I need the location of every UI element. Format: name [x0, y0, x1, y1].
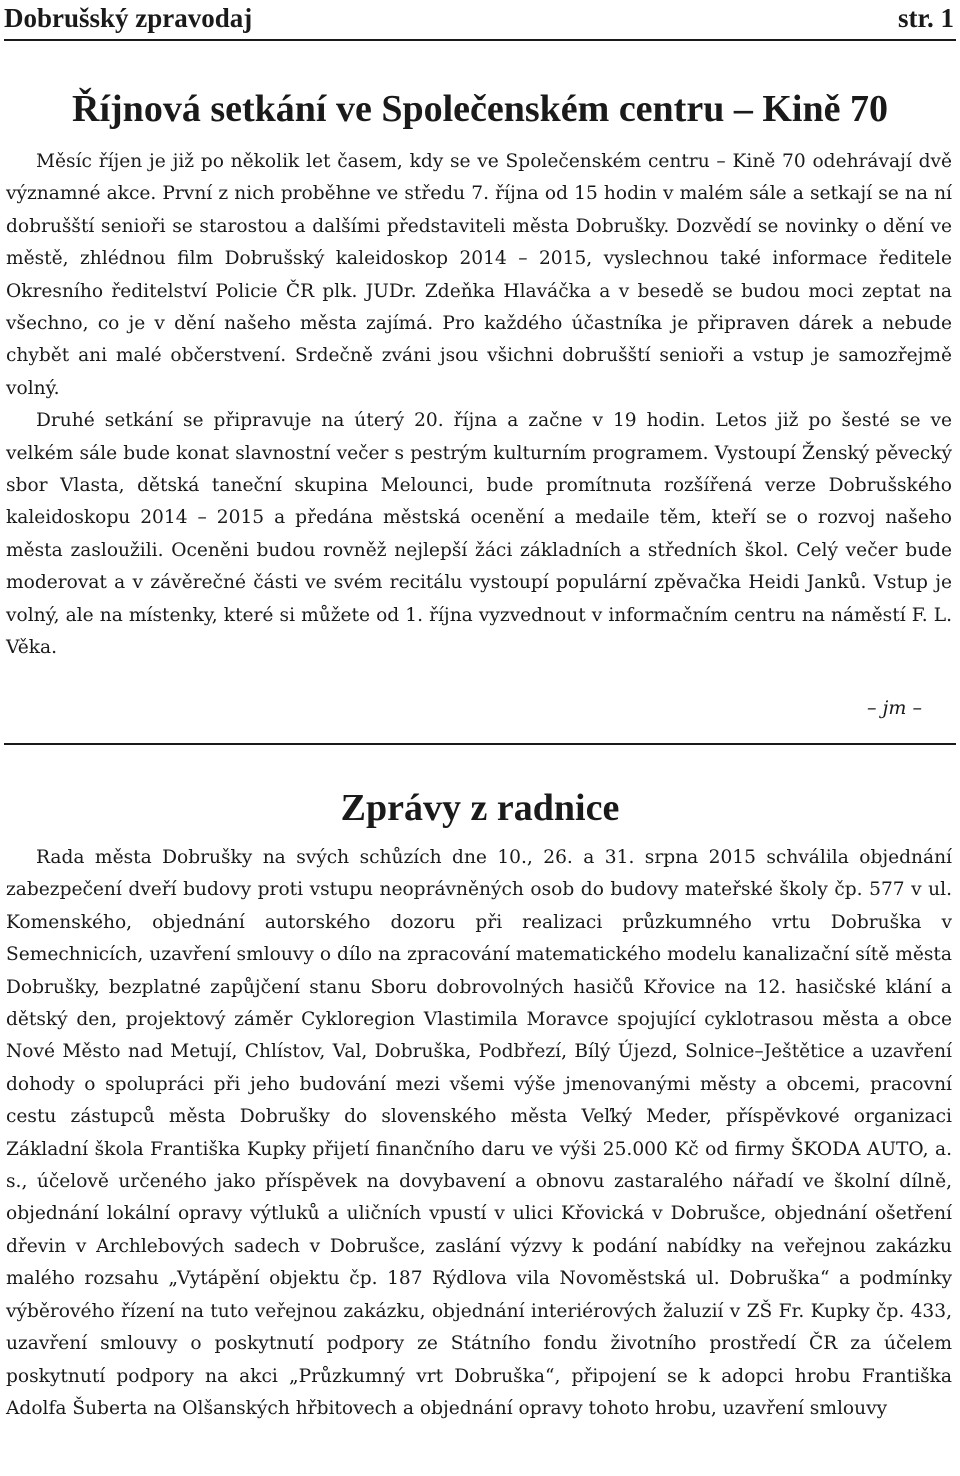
article-paragraph: Rada města Dobrušky na svých schůzích dne 10., 26. a 31. srpna 2015 schválila objednání zabezpečení dveří budovy proti vstupu neoprávněných osob do budovy mateřské školy čp. 577 v ul. Komenského, objednání autorského dozoru při realizaci průzkumného vrtu Dobruška v Semechnicích, uzavření smlouvy o dílo na zpracování matematického modelu kanalizační sítě města Dobrušky, bezplatné zapůjčení stanu Sboru dobrovolných hasičů Křovice na 12. hasičské klání a dětský den, projektový záměr Cykloregion Vlastimila Moravce spojující cyklotrasou města a obce Nové Město nad Metují, Chlístov, Val, Dobruška, Podbřezí, Bílý Újezd, Solnice–Ještětice a uzavření dohody o spolupráci při jeho budování mezi všemi výše jmenovanými městy a obcemi, pracovní cestu zástupců města Dobrušky do slovenského města Veľký Meder, příspěvkové organizaci Základní škola Františka Kupky přijetí finančního daru ve výši 25.000 Kč od firmy ŠKODA AUTO, a. s., účelově určeného jako příspěvek na dovybavení a obnovu zastaralého nářadí ve školní dílně, objednání lokální opravy výtluků a uličních vpustí v ulici Křovická v Dobrušce, objednání ošetření dřevin v Archlebových sadech v Dobrušce, zaslání výzvy k podání nabídky na veřejnou zakázku malého rozsahu „Vytápění objektu čp. 187 Rýdlova vila Novoměstská ul. Dobruška“ a podmínky výběrového řízení na tuto veřejnou zakázku, objednání interiérových žaluzií v ZŠ Fr. Kupky čp. 433, uzavření smlouvy o poskytnutí podpory ze Státního fondu životního prostředí ČR za účelem poskytnutí podpory na akci „Průzkumný vrt Dobruška“, připojení se k adopci hrobu Františka Adolfa Šuberta na Olšanských hřbitovech a objednání opravy tohoto hrobu, uzavření smlouvy: [6, 847, 952, 1419]
publication-name: Dobrušský zpravodaj: [4, 3, 253, 33]
running-head: [0, 0, 960, 38]
article-paragraph: Druhé setkání se připravuje na úterý 20. října a začne v 19 hodin. Letos již po šesté se ve velkém sále bude konat slavnostní večer s pestrým kulturním programem. Vystoupí Ženský pěvecký sbor Vlasta, dětská taneční skupina Melounci, bude promítnuta rozšířená verze Dobrušského kaleidoskopu 2014 – 2015 a předána městská ocenění a medaile těm, kteří se o rozvoj našeho města zasloužili. Oceněni budou rovněž nejlepší žáci základních a středních škol. Celý večer bude moderovat a v závěrečné části ve svém recitálu vystoupí populární zpěvačka Heidi Janků. Vstup je volný, ale na místenky, které si můžete od 1. října vyzvednout v informačním centru na náměstí F. L. Věka.: [6, 410, 952, 659]
article-title: Říjnová setkání ve Společenském centru – Kině 70: [72, 88, 888, 130]
author-signature: – jm –: [867, 697, 922, 719]
article-title: Zprávy z radnice: [340, 787, 620, 829]
article-body: [6, 842, 952, 1425]
article-body: [6, 146, 952, 665]
page-number: str. 1: [897, 3, 954, 33]
section-divider: [4, 743, 956, 745]
header-rule: [4, 39, 956, 41]
article-paragraph: Měsíc říjen je již po několik let časem, kdy se ve Společenském centru – Kině 70 odehrávají dvě významné akce. První z nich proběhne ve středu 7. října od 15 hodin v malém sále a setkají se na ní dobrušští senioři se starostou a dalšími představiteli města Dobrušky. Dozvědí se novinky o dění ve městě, zhlédnou film Dobrušský kaleidoskop 2014 – 2015, vyslechnou také informace ředitele Okresního ředitelství Policie ČR plk. JUDr. Zdeňka Hlaváčka a v besedě se budou moci zeptat na všechno, co je v dění našeho města zajímá. Pro každého účastníka je připraven dárek a nebude chybět ani malé občerstvení. Srdečně zváni jsou všichni dobrušští senioři a vstup je samozřejmě volný.: [6, 151, 952, 399]
